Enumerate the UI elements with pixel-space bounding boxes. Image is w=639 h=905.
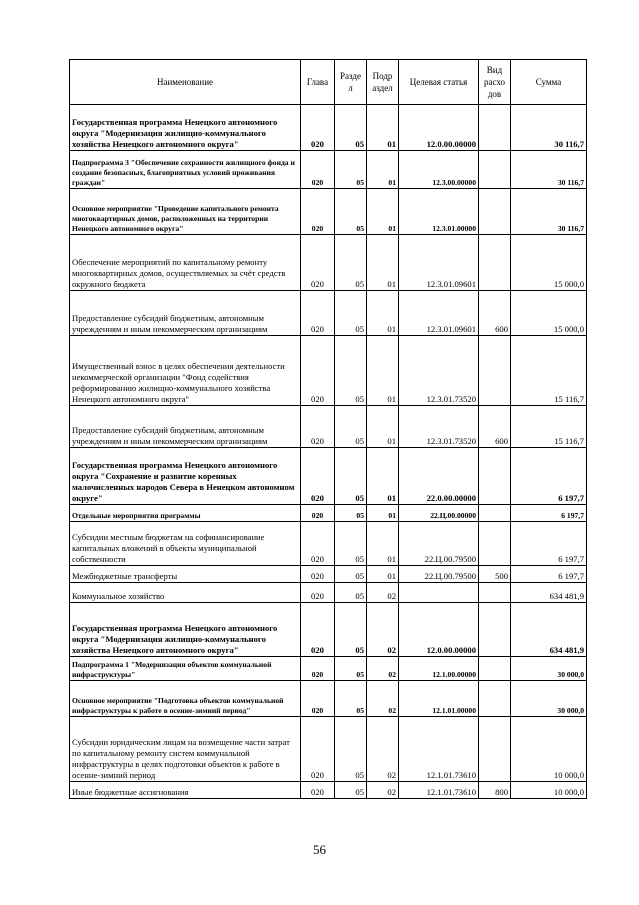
cell-kind: 800 — [479, 782, 511, 799]
cell-chapter: 020 — [301, 235, 335, 291]
cell-target: 12.1.01.00000 — [399, 681, 479, 717]
cell-target: 12.3.01.73520 — [399, 336, 479, 406]
cell-subsection: 01 — [367, 566, 399, 583]
cell-kind — [479, 336, 511, 406]
cell-target: 12.1.00.00000 — [399, 657, 479, 681]
cell-section: 05 — [335, 782, 367, 799]
cell-subsection: 02 — [367, 782, 399, 799]
header-sum: Сумма — [511, 60, 587, 105]
page-number: 56 — [313, 842, 326, 857]
table-row — [70, 336, 587, 406]
cell-kind — [479, 105, 511, 151]
cell-target: 12.3.01.09601 — [399, 291, 479, 336]
cell-target: 12.3.01.00000 — [399, 189, 479, 235]
cell-sum: 30 116,7 — [511, 189, 587, 235]
cell-subsection: 02 — [367, 657, 399, 681]
header-subsection: Подр аздел — [367, 60, 399, 105]
cell-target: 12.3.01.09601 — [399, 235, 479, 291]
cell-sum: 6 197,7 — [511, 448, 587, 505]
cell-target: 12.0.00.00000 — [399, 105, 479, 151]
cell-chapter: 020 — [301, 406, 335, 448]
cell-sum: 6 197,7 — [511, 522, 587, 566]
cell-section: 05 — [335, 448, 367, 505]
cell-kind — [479, 505, 511, 522]
cell-target: 22.0.00.00000 — [399, 448, 479, 505]
header-chapter: Глава — [301, 60, 335, 105]
cell-kind: 600 — [479, 406, 511, 448]
cell-name: Субсидии юридическим лицам на возмещение части затрат по капитальному ремонту систем коммунальной инфраструктуры в целях подготовки объектов к работе в осенне-зимний период — [70, 717, 301, 782]
table-body — [70, 105, 587, 799]
cell-section: 05 — [335, 583, 367, 603]
cell-chapter: 020 — [301, 291, 335, 336]
cell-name: Субсидии местным бюджетам на софинансирование капитальных вложений в объекты муниципальной собственности — [70, 522, 301, 566]
cell-name: Предоставление субсидий бюджетным, автономным учреждениям и иным некоммерческим организациям — [70, 406, 301, 448]
cell-name: Подпрограмма 1 "Модернизация объектов коммунальной инфраструктуры" — [70, 657, 301, 681]
cell-name: Основное мероприятие "Подготовка объектов коммунальной инфраструктуры к работе в осенне-зимний период" — [70, 681, 301, 717]
table-row — [70, 105, 587, 151]
table-row — [70, 657, 587, 681]
cell-name: Отдельные мероприятия программы — [70, 505, 301, 522]
cell-chapter: 020 — [301, 583, 335, 603]
cell-chapter: 020 — [301, 105, 335, 151]
cell-section: 05 — [335, 406, 367, 448]
cell-kind: 600 — [479, 291, 511, 336]
cell-section: 05 — [335, 681, 367, 717]
table-row — [70, 681, 587, 717]
cell-sum: 634 481,9 — [511, 583, 587, 603]
cell-chapter: 020 — [301, 782, 335, 799]
cell-kind — [479, 681, 511, 717]
cell-kind — [479, 657, 511, 681]
cell-subsection: 01 — [367, 522, 399, 566]
cell-target: 12.1.01.73610 — [399, 717, 479, 782]
cell-chapter: 020 — [301, 657, 335, 681]
cell-name: Государственная программа Ненецкого автономного округа "Сохранение и развитие коренных малочисленных народов Севера в Ненецком автономном округе" — [70, 448, 301, 505]
table-row — [70, 291, 587, 336]
table-header-row — [70, 60, 587, 105]
cell-target — [399, 583, 479, 603]
cell-kind — [479, 717, 511, 782]
cell-chapter: 020 — [301, 448, 335, 505]
cell-kind — [479, 522, 511, 566]
cell-name: Имущественный взнос в целях обеспечения деятельности некоммерческой организации "Фонд содействия реформированию жилищно-коммунального хозяйства Ненецкого автономного округа" — [70, 336, 301, 406]
cell-section: 05 — [335, 105, 367, 151]
cell-section: 05 — [335, 336, 367, 406]
cell-subsection: 01 — [367, 505, 399, 522]
cell-name: Иные бюджетные ассигнования — [70, 782, 301, 799]
cell-chapter: 020 — [301, 336, 335, 406]
cell-section: 05 — [335, 235, 367, 291]
cell-sum: 30 000,0 — [511, 681, 587, 717]
cell-kind — [479, 448, 511, 505]
cell-subsection: 02 — [367, 603, 399, 657]
cell-sum: 6 197,7 — [511, 566, 587, 583]
cell-target: 12.0.00.00000 — [399, 603, 479, 657]
cell-name: Основное мероприятие "Проведение капитального ремонта многоквартирных домов, расположенных на территории Ненецкого автономного округа" — [70, 189, 301, 235]
cell-subsection: 02 — [367, 583, 399, 603]
header-target: Целевая статья — [399, 60, 479, 105]
cell-name: Государственная программа Ненецкого автономного округа "Модернизация жилищно-коммунального хозяйства Ненецкого автономного округа" — [70, 603, 301, 657]
cell-name: Межбюджетные трансферты — [70, 566, 301, 583]
cell-sum: 6 197,7 — [511, 505, 587, 522]
cell-kind: 500 — [479, 566, 511, 583]
cell-sum: 15 116,7 — [511, 336, 587, 406]
cell-subsection: 01 — [367, 336, 399, 406]
cell-sum: 15 000,0 — [511, 291, 587, 336]
cell-name: Подпрограмма 3 "Обеспечение сохранности жилищного фонда и создание безопасных, благоприятных условий проживания граждан" — [70, 151, 301, 189]
cell-section: 05 — [335, 566, 367, 583]
cell-sum: 30 000,0 — [511, 657, 587, 681]
cell-chapter: 020 — [301, 603, 335, 657]
cell-name: Государственная программа Ненецкого автономного округа "Модернизация жилищно-коммунального хозяйства Ненецкого автономного округа" — [70, 105, 301, 151]
budget-table — [69, 59, 587, 799]
cell-subsection: 02 — [367, 717, 399, 782]
cell-subsection: 01 — [367, 151, 399, 189]
cell-sum: 10 000,0 — [511, 782, 587, 799]
cell-sum: 634 481,9 — [511, 603, 587, 657]
cell-subsection: 01 — [367, 105, 399, 151]
cell-kind — [479, 603, 511, 657]
cell-sum: 15 116,7 — [511, 406, 587, 448]
cell-subsection: 01 — [367, 291, 399, 336]
table-row — [70, 583, 587, 603]
cell-section: 05 — [335, 189, 367, 235]
cell-section: 05 — [335, 291, 367, 336]
cell-kind — [479, 583, 511, 603]
cell-chapter: 020 — [301, 189, 335, 235]
cell-chapter: 020 — [301, 717, 335, 782]
cell-subsection: 01 — [367, 406, 399, 448]
cell-target: 22.Ц.00.79500 — [399, 522, 479, 566]
table-row — [70, 782, 587, 799]
cell-section: 05 — [335, 603, 367, 657]
table-row — [70, 717, 587, 782]
cell-target: 22.Ц.00.79500 — [399, 566, 479, 583]
cell-subsection: 01 — [367, 235, 399, 291]
cell-sum: 15 000,0 — [511, 235, 587, 291]
cell-chapter: 020 — [301, 681, 335, 717]
table-row — [70, 406, 587, 448]
cell-sum: 10 000,0 — [511, 717, 587, 782]
table-row — [70, 522, 587, 566]
cell-chapter: 020 — [301, 522, 335, 566]
cell-name: Предоставление субсидий бюджетным, автономным учреждениям и иным некоммерческим организациям — [70, 291, 301, 336]
cell-section: 05 — [335, 151, 367, 189]
cell-chapter: 020 — [301, 505, 335, 522]
cell-kind — [479, 189, 511, 235]
cell-name: Обеспечение мероприятий по капитальному ремонту многоквартирных домов, осуществляемых за счёт средств окружного бюджета — [70, 235, 301, 291]
cell-target: 22.Ц.00.00000 — [399, 505, 479, 522]
header-name: Наименование — [70, 60, 301, 105]
cell-section: 05 — [335, 717, 367, 782]
header-section: Разде л — [335, 60, 367, 105]
cell-chapter: 020 — [301, 566, 335, 583]
table-row — [70, 235, 587, 291]
cell-section: 05 — [335, 505, 367, 522]
cell-target: 12.3.01.73520 — [399, 406, 479, 448]
header-kind: Вид расхо дов — [479, 60, 511, 105]
cell-sum: 30 116,7 — [511, 105, 587, 151]
cell-subsection: 02 — [367, 681, 399, 717]
table-row — [70, 151, 587, 189]
cell-section: 05 — [335, 522, 367, 566]
table-row — [70, 189, 587, 235]
cell-chapter: 020 — [301, 151, 335, 189]
cell-target: 12.3.00.00000 — [399, 151, 479, 189]
table-row — [70, 448, 587, 505]
table-row — [70, 505, 587, 522]
cell-subsection: 01 — [367, 189, 399, 235]
cell-section: 05 — [335, 657, 367, 681]
table-row — [70, 603, 587, 657]
cell-name: Коммунальное хозяйство — [70, 583, 301, 603]
cell-kind — [479, 151, 511, 189]
cell-kind — [479, 235, 511, 291]
table-row — [70, 566, 587, 583]
cell-subsection: 01 — [367, 448, 399, 505]
cell-sum: 30 116,7 — [511, 151, 587, 189]
cell-target: 12.1.01.73610 — [399, 782, 479, 799]
